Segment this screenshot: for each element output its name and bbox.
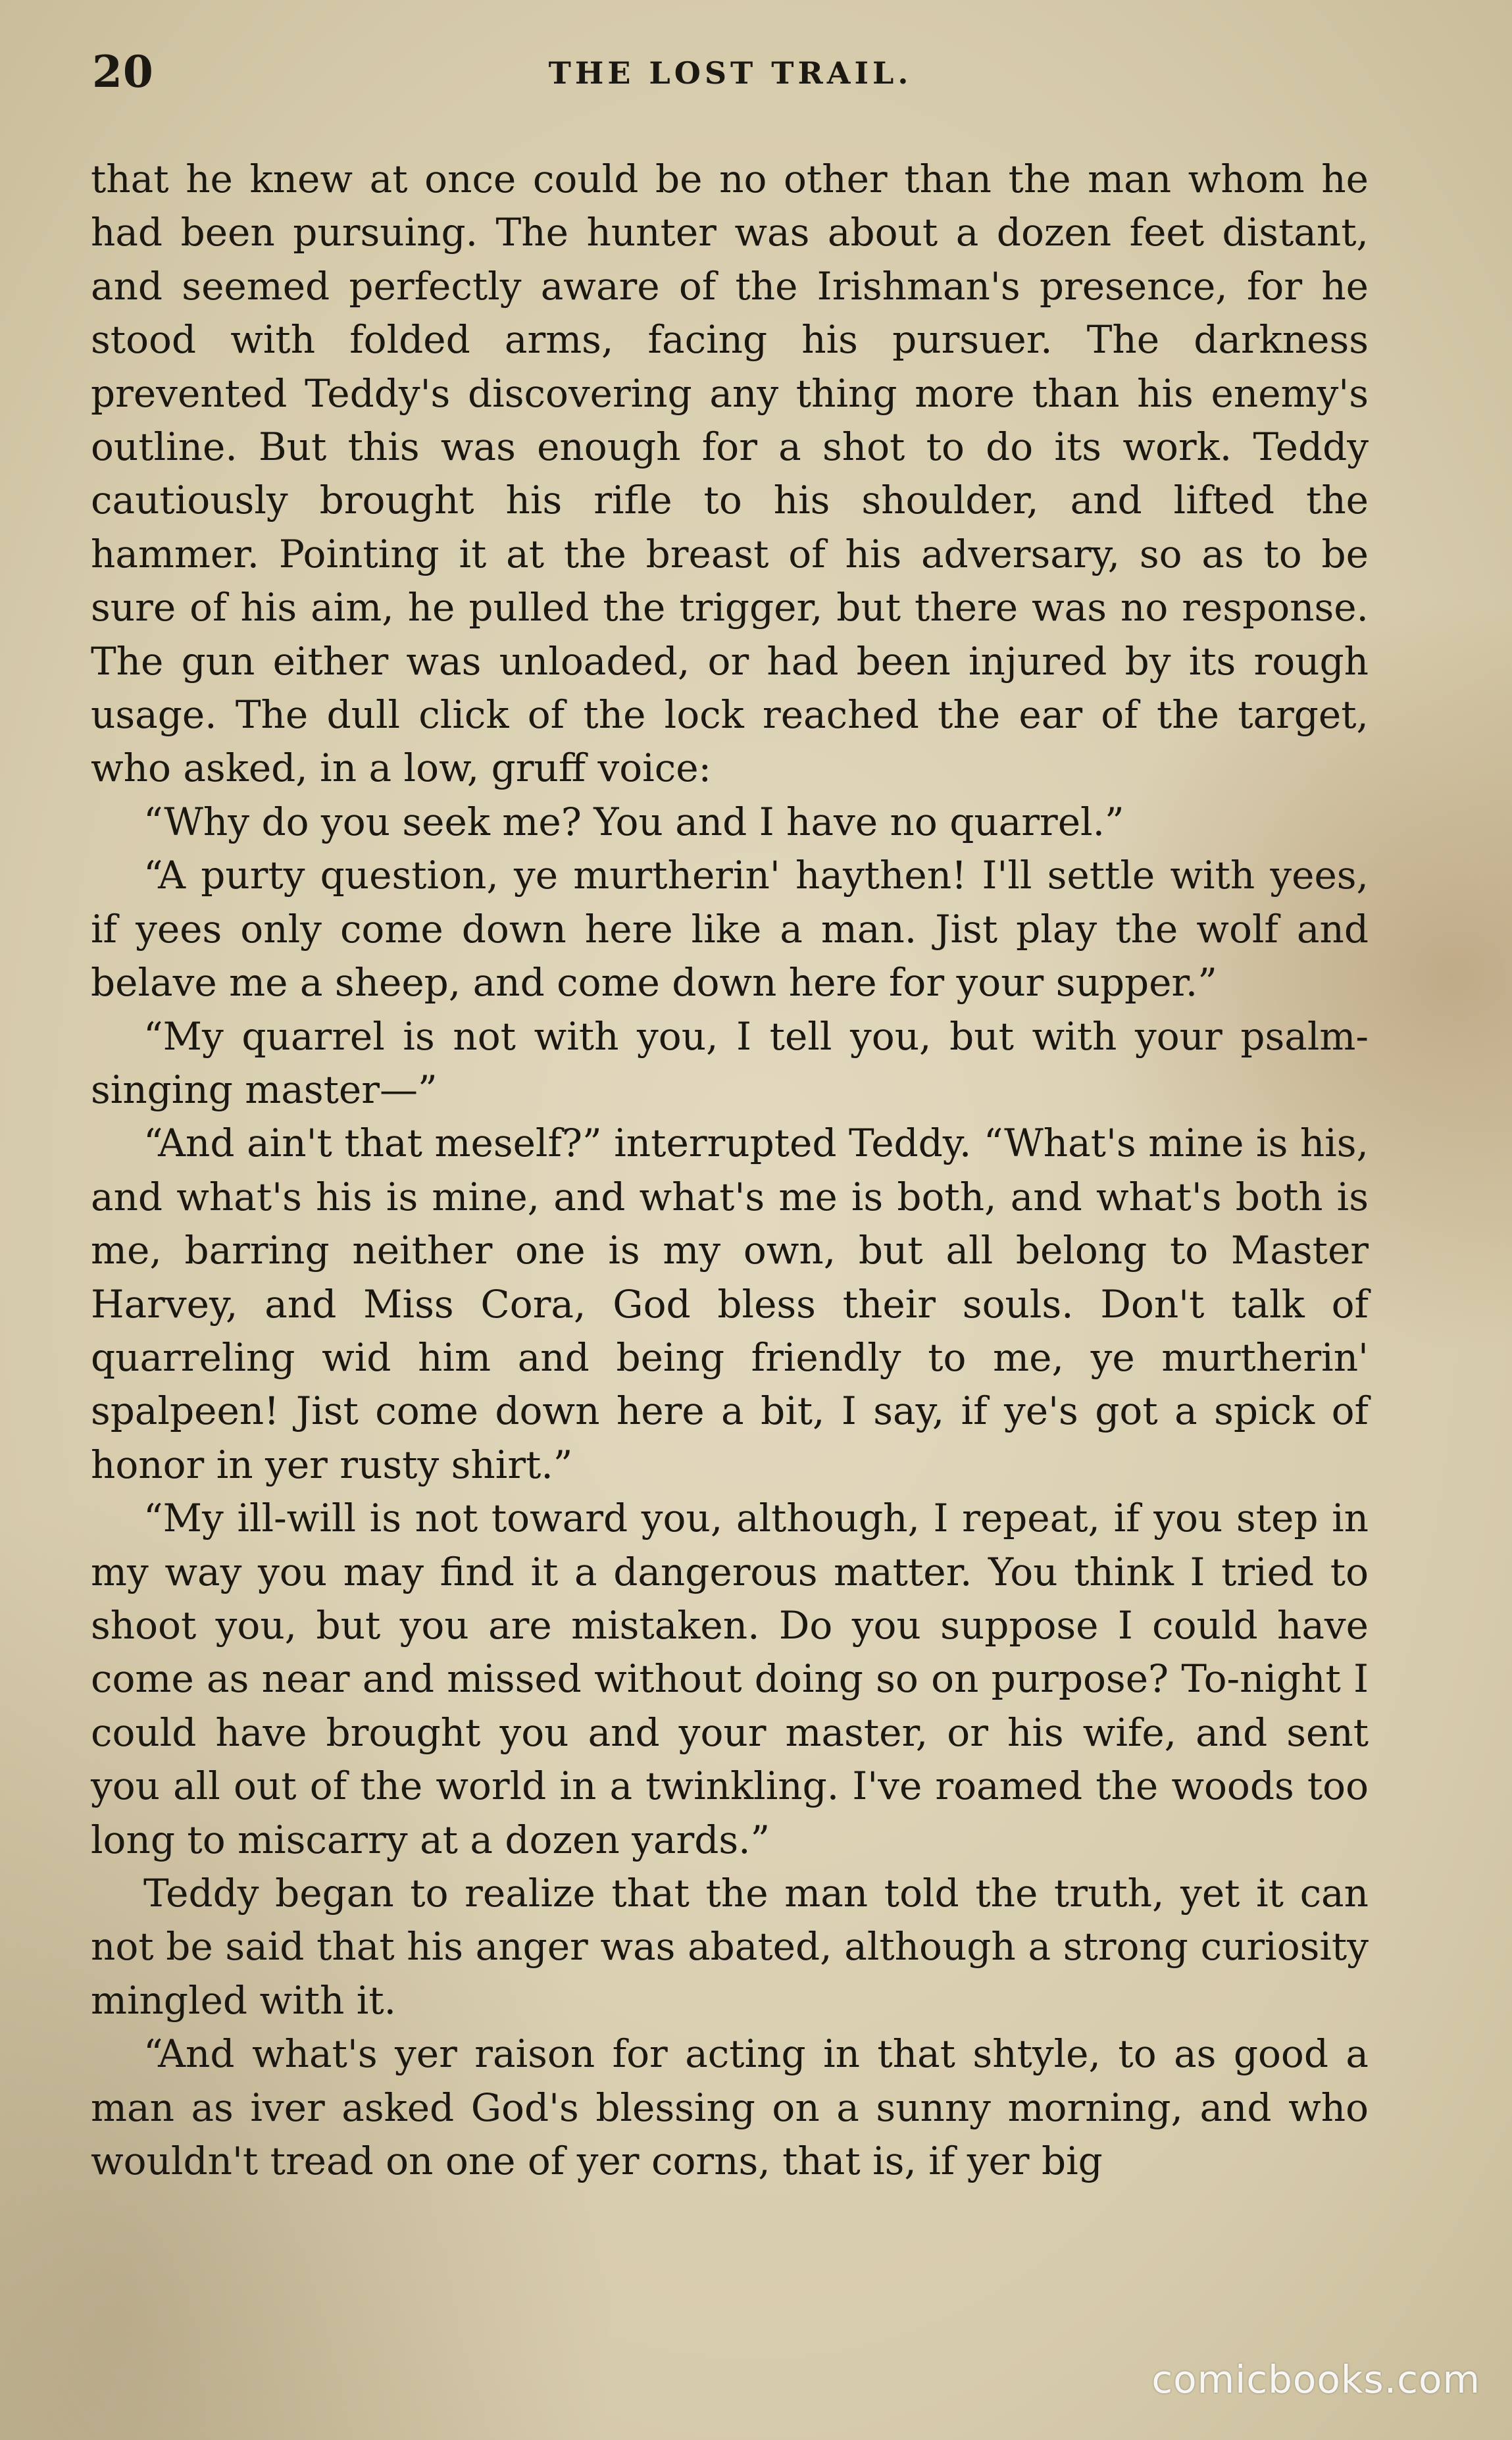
paragraph: “My quarrel is not with you, I tell you, but with your psalm-singing master—” — [91, 1013, 1369, 1112]
paragraph: “Why do you seek me? You and I have no quarrel.” — [143, 799, 1124, 844]
body-text — [91, 153, 1369, 2188]
paragraph: “A purty question, ye murtherin' haythen! I'll settle with yees, if yees only come down here like a man. Jist play the wolf and belave me a sheep, and come down here for your supper.” — [91, 853, 1369, 1005]
paragraph: Teddy began to realize that the man told the truth, yet it can not be said that his anger was abated, although a strong curiosity mingled with it. — [91, 1871, 1369, 2023]
paragraph: “And what's yer raison for acting in that shtyle, to as good a man as iver asked God's blessing on a sunny morning, and who wouldn't tread on one of yer corns, that is, if yer big — [91, 2031, 1369, 2184]
running-title: THE LOST TRAIL. — [548, 55, 913, 91]
page-header — [92, 46, 1369, 118]
paragraph: that he knew at once could be no other than the man whom he had been pursuing. The hunter was about a dozen feet distant, and seemed perfectly aware of the Irishman's presence, for he stood with folded arms, facing his pursuer. The darkness prevented Teddy's discovering any thing more than his enemy's outline. But this was enough for a shot to do its work. Teddy cautiously brought his rifle to his shoulder, and lifted the hammer. Pointing it at the breast of his adversary, so as to be sure of his aim, he pulled the trigger, but there was no response. The gun either was unloaded, or had been injured by its rough usage. The dull click of the lock reached the ear of the target, who asked, in a low, gruff voice: — [91, 157, 1369, 791]
paragraph: “My ill-will is not toward you, although, I repeat, if you step in my way you may find it a dangerous matter. You think I tried to shoot you, but you are mistaken. Do you suppose I could have come as near and missed without doing so on purpose? To-night I could have brought you and your master, or his wife, and sent you all out of the world in a twinkling. I've roamed the woods too long to miscarry at a dozen yards.” — [91, 1496, 1369, 1862]
page-number: 20 — [92, 46, 154, 97]
watermark: comicbooks.com — [1151, 2357, 1480, 2402]
paragraph: “And ain't that meself?” interrupted Teddy. “What's mine is his, and what's his is mine, and what's me is both, and what's both is me, barring neither one is my own, but all belong to Master Harvey, and Miss Cora, God bless their souls. Don't talk of quarreling wid him and being friendly to me, ye murtherin' spalpeen! Jist come down here a bit, I say, if ye's got a spick of honor in yer rusty shirt.” — [91, 1121, 1369, 1487]
